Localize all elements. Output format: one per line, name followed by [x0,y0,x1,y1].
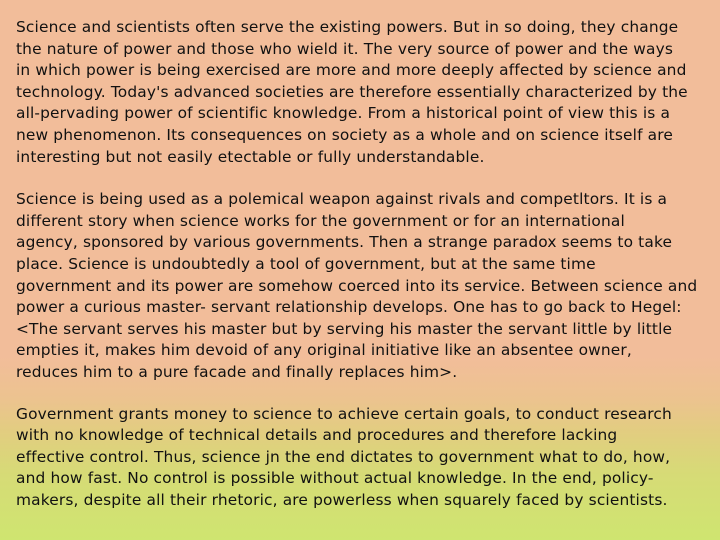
paragraph-2 [16,189,716,383]
paragraph-line: reduces him to a pure facade and finally replaces him>. [16,362,458,381]
paragraph-line: Government grants money to science to achieve certain goals, to conduct research [16,404,672,423]
paragraph-line: all-pervading power of scientific knowledge. From a historical point of view this is a [16,104,671,123]
paragraph-line: makers, despite all their rhetoric, are powerless when squarely faced by scientists. [16,490,668,509]
paragraph-3 [16,404,716,512]
paragraph-line: Science and scientists often serve the existing powers. But in so doing, they change [16,18,679,36]
paragraph-line: interesting but not easily etectable or fully understandable. [16,147,485,166]
paragraph-line: government and its power are somehow coerced into its service. Between science and [16,276,698,295]
paragraph-line: with no knowledge of technical details and procedures and therefore lacking [16,426,618,445]
paragraph-line: Science is being used as a polemical weapon against rivals and competltors. It is a [16,190,668,209]
paragraph-line: technology. Today's advanced societies are therefore essentially characterized by the [16,82,688,101]
paragraph-line: in which power is being exercised are more and more deeply affected by science and [16,61,687,80]
paragraph-line: place. Science is undoubtedly a tool of government, but at the same time [16,254,596,273]
paragraph-line: agency, sponsored by various governments. Then a strange paradox seems to take [16,233,673,252]
paragraph-line: effective control. Thus, science jn the end dictates to government what to do, how, [16,447,671,466]
slide-body [16,17,716,511]
paragraph-1 [16,17,716,168]
paragraph-line: the nature of power and those who wield it. The very source of power and the ways [16,39,674,58]
paragraph-line: and how fast. No control is possible without actual knowledge. In the end, policy- [16,469,654,488]
paragraph-line: <The servant serves his master but by serving his master the servant little by little [16,319,673,338]
paragraph-line: different story when science works for the government or for an international [16,211,625,230]
paragraph-line: empties it, makes him devoid of any original initiative like an absentee owner, [16,341,632,360]
paragraph-line: power a curious master- servant relationship develops. One has to go back to Hegel: [16,298,682,317]
paragraph-line: new phenomenon. Its consequences on society as a whole and on science itself are [16,125,674,144]
